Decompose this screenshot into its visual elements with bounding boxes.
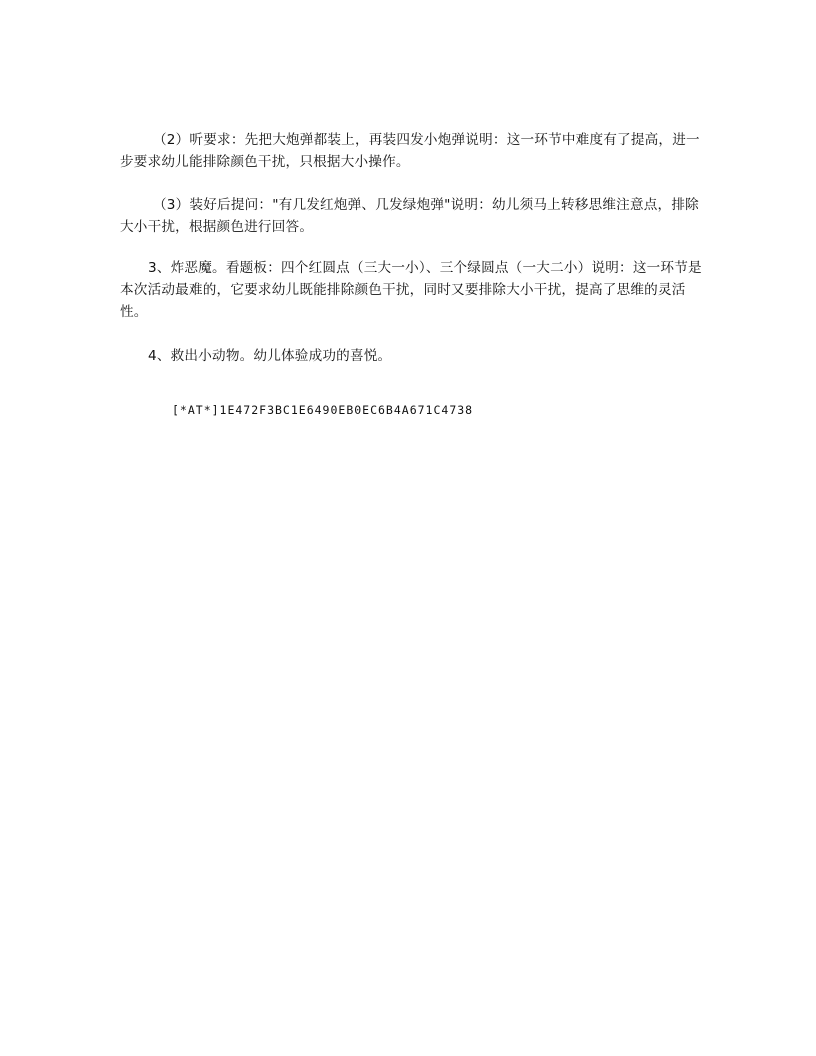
paragraph-question-after-loading: （3）装好后提问："有几发红炮弹、几发绿炮弹"说明：幼儿须马上转移思维注意点，排除大小干扰，根据颜色进行回答。 [120,196,699,235]
paragraph-bomb-the-demon: 3、炸恶魔。看题板：四个红圆点（三大一小）、三个绿圆点（一大二小）说明：这一环节是本次活动最难的，它要求幼儿既能排除颜色干扰，同时又要排除大小干扰，提高了思维的灵活性。 [120,259,702,320]
paragraph-listen-requirement: （2）听要求：先把大炮弹都装上，再装四发小炮弹说明：这一环节中难度有了提高，进一步要求幼儿能排除颜色干扰，只根据大小操作。 [120,131,700,170]
document-footer-code: [*AT*]1E472F3BC1E6490EB0EC6B4A671C4738 [172,403,474,417]
paragraph-rescue-animals: 4、救出小动物。幼儿体验成功的喜悦。 [148,347,392,364]
